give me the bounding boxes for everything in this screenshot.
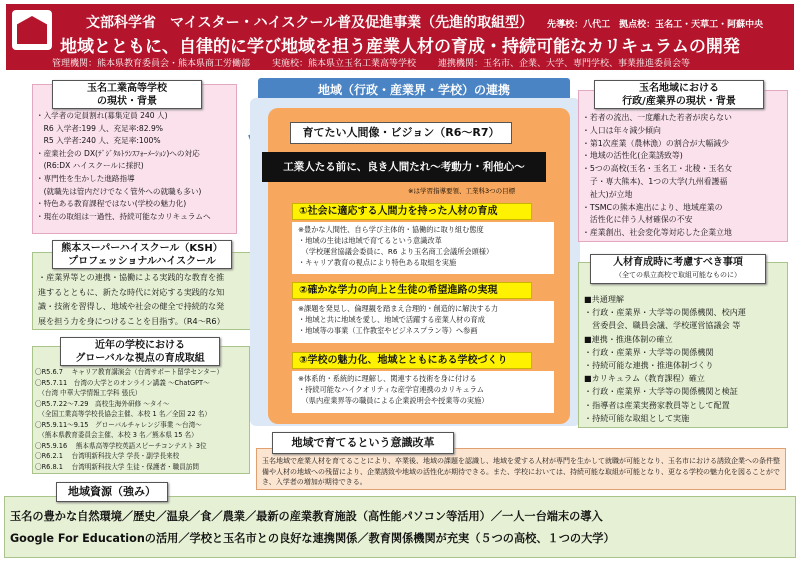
- vision-title: 育てたい人間像・ビジョン（R6～R7）: [290, 122, 512, 144]
- reform-title: 地域で育てるという意識改革: [272, 432, 454, 454]
- header-line1-sub: 先導校：八代工 拠点校：玉名工・天草工・阿蘇中央: [547, 20, 764, 30]
- header-main-title: 地域とともに、自律的に学び地域を担う産業人材の育成・持続可能なカリキュラムの開発: [60, 37, 740, 57]
- goal-2-body: ※課題を発見し、倫理観を踏まえ合理的・創造的に解決する力 ・地域と共に地域を愛し、地域で活躍する産業人材の育成 ・地域等の事業（工作教室やビジネスプラン等）へ参画: [292, 301, 554, 343]
- ksh-title: 熊本スーパーハイスクール（KSH） プロフェッショナルハイスクール: [52, 240, 232, 269]
- school-logo-icon: [12, 10, 52, 50]
- region-status-list: ・若者の流出、一度離れた若者が戻らない ・人口は年々減少傾向 ・第1次産業（農林漁）の割合が大幅減少 ・地域の活性化(企業誘致等) ・5つの高校(玉名・玉名工・北稜・玉名女 子・専大熊本)、1つの大学(九州看護福 祉大)が立地 ・TSMCの熊本進出により、地域産業の 活性化に伴う人材確保の不安 ・産業創出、社会変化等対応した企業立地: [582, 113, 733, 238]
- reform-text: 玉名地域で産業人材を育てることにより、卒業後、地域の課題を認識し、地域を愛する人材が専門を生かして就職が可能となり、玉名市における誘致企業への条件整備や人材の地域への残留により、企業誘致や地域の活性化が期待できる。また、学校においては、持続可能な取組が可能となり、更なる学校の魅力化を図ることができ、入学者の増加が期待できる。: [262, 457, 780, 486]
- global-title: 近年の学校における グローバルな視点の育成取組: [60, 337, 220, 366]
- goal-2-head: ②確かな学力の向上と生徒の希望進路の実現: [292, 282, 532, 299]
- header-line3: 管理機関：熊本県教育委員会・熊本県商工労働部 実施校：熊本県立玉名工業高等学校 連携機関：玉名市、企業、大学、専門学校、事業推進委員会等: [52, 59, 691, 69]
- curriculum-note: ※は学習指導要領、工業科3つの目標: [408, 187, 516, 195]
- header-banner: [6, 4, 794, 70]
- goal-1-head: ①社会に適応する人間力を持った人材の育成: [292, 203, 532, 220]
- collaboration-banner: 地域（行政・産業界・学校）の連携: [258, 78, 570, 102]
- resources-line2: Google For Educationの活用／学校と玉名市との良好な連携関係／教育関係機関が充実（５つの高校、１つの大学）: [10, 532, 615, 545]
- school-status-list: ・入学者の定員割れ(募集定員 240 人) R6 入学者:199 人、充足率:82.9% R5 入学者:240 人、充足率:100% ・産業社会の DX(ﾃﾞｼﾞﾀﾙﾄﾗﾝｽﾌｫｰﾒｰｼｮﾝ)への対応 (R6:DX ハイスクールに採択) ・専門性を生かした進路指導 (就職先は管内だけでなく管外への就職も多い) ・特色ある教育課程ではない(学校の魅力化) ・現在の取組は一過性、持続可能なカリキュラムへ: [36, 111, 211, 221]
- considerations-title: 人材育成時に考慮すべき事項 （全ての県立高校で取組可能なものに）: [590, 254, 766, 284]
- ksh-text: ・産業界等との連携・協働による実践的な教育を推 進するとともに、新たな時代に対応する実践的な知 識・技術を習得し、地域や社会の健全で持続的な発 展を担う力を身につけることを目指す。（R4～R6）: [38, 272, 225, 326]
- global-list: 〇R5.6.7 キャリア教育講演会（台湾サポート留学センター） 〇R5.7.11 台湾の大学とのオンライン講義 ～ChatGPT～ （台湾 中華大学情報工学科 張氏） 〇R5.7.22～7.29 高校生海外研修 ～タイ～ （全国工業高等学校長協会主催、本校 1 名／全国 22 名） 〇R5.9.11～9.15 グローバルチャレンジ事業 ～台湾～ （熊本県教育委員会主催、本校 3 名／熊本県 15 名） 〇R5.9.16 熊本県高等学校英語スピーチコンテスト 3位 〇R6.2.1 台湾明新科技大学 学長・副学長来校 〇R6.8.1 台湾明新科技大学 生徒・保護者・職員訪問: [35, 368, 224, 471]
- resources-line1: 玉名の豊かな自然環境／歴史／温泉／食／農業／最新の産業教育施設（高性能パソコン等活用）／一人一台端末の導入: [10, 510, 603, 523]
- region-status-title: 玉名地域における 行政/産業界の現状・背景: [594, 80, 764, 109]
- goal-3-head: ③学校の魅力化、地域とともにある学校づくり: [292, 352, 532, 369]
- school-status-title: 玉名工業高等学校 の現状・背景: [52, 80, 202, 109]
- resources-title: 地域資源（強み）: [56, 482, 168, 502]
- header-line1: 文部科学省 マイスター・ハイスクール普及促進事業（先進的取組型） 先導校：八代工 拠点校：玉名工・天草工・阿蘇中央: [86, 15, 764, 31]
- resources-box: [4, 496, 796, 558]
- vision-main: 工業人たる前に、良き人間たれ～考動力・利他心～: [262, 152, 546, 182]
- goal-3-body: ※体系的・系統的に理解し、関連する技術を身に付ける ・持続可能なハイクオリティな産学官連携のカリキュラム （県内産業界等の職員による企業説明会や授業等の実施）: [292, 371, 554, 413]
- goal-1-body: ※豊かな人間性、自ら学び主体的・協働的に取り組む態度 ・地域の生徒は地域で育てるという意識改革 （学校運営協議会委員に、R6 より玉名商工会議所会頭様） ・キャリア教育の視点により特色ある取組を実施: [292, 222, 554, 274]
- considerations-list: ■共通理解 ・行政・産業界・大学等の関係機関、校内運 営委員会、職員会議、学校運営協議会 等 ■連携・推進体制の確立 ・行政・産業界・大学等の関係機関 ・持続可能な連携・推進体制づくり ■カリキュラム（教育課程）確立 ・行政・産業界・大学等の関係機関と検証 ・指導者は産業実務家教員等として配置 ・持続可能な取組として実施: [584, 294, 746, 423]
